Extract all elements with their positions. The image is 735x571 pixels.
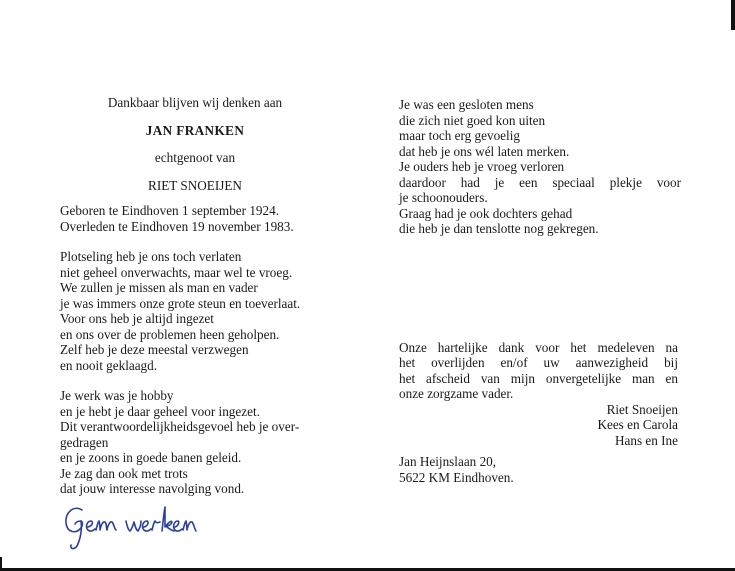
- birth-line: Geboren te Eindhoven 1 september 1924.: [60, 203, 279, 218]
- thanks-line: het overlijden en/of uw aanwezigheid bij: [399, 355, 678, 370]
- poem-line: je schoonouders.: [399, 190, 488, 205]
- thanks-line: onze zorgzame vader.: [399, 386, 514, 401]
- poem-line: en nooit geklaagd.: [60, 357, 158, 373]
- deceased-name: JAN FRANKEN: [145, 122, 245, 138]
- poem-line: Zelf heb je deze meestal verzwegen: [60, 342, 249, 357]
- dates-block: [60, 203, 340, 234]
- poem-line: die zich niet goed kon uiten: [399, 112, 546, 128]
- death-line: Overleden te Eindhoven 19 november 1983.: [60, 218, 294, 234]
- poem-line: Dit verantwoordelijkheidsgevoel heb je over-: [60, 419, 300, 434]
- poem-line: maar toch erg gevoelig: [399, 128, 520, 143]
- poem-line: en je zoons in goede banen geleid.: [60, 450, 242, 465]
- poem-line: gedragen: [60, 434, 109, 450]
- poem-line: niet geheel onverwachts, maar wel te vroeg.: [60, 264, 293, 280]
- signature-line: Hans en Ine: [615, 432, 678, 448]
- poem-line: Voor ons heb je altijd ingezet: [60, 311, 214, 326]
- handwritten-note: [62, 500, 202, 552]
- poem-line: Plotseling heb je ons toch verlaten: [60, 249, 242, 264]
- signature-line: Riet Snoeijen: [606, 401, 678, 417]
- poem-stanza-2: [60, 388, 340, 497]
- address-street: Jan Heijnslaan 20,: [399, 454, 497, 469]
- thanks-block: [399, 340, 678, 402]
- poem-line: Je zag dan ook met trots: [60, 465, 188, 481]
- address-block: [399, 454, 514, 485]
- poem-line: die heb je dan tenslotte nog gekregen.: [399, 221, 599, 236]
- relation-line: echtgenoot van: [154, 150, 236, 165]
- poem-line: en ons over de problemen heen geholpen.: [60, 326, 280, 342]
- left-column: [60, 95, 340, 497]
- right-column: [399, 97, 709, 448]
- poem-line: Graag had je ook dochters gehad: [399, 205, 573, 221]
- poem-line: dat jouw interesse navolging vond.: [60, 481, 245, 496]
- scan-edge-top: [731, 0, 735, 30]
- poem-stanza-1: [60, 249, 340, 373]
- signatures-block: [399, 402, 678, 449]
- poem-line: Je werk was je hobby: [60, 388, 174, 403]
- poem-line: en je hebt je daar geheel voor ingezet.: [60, 403, 260, 419]
- thanks-line: het afscheid van mijn onvergetelijke man en: [399, 370, 678, 386]
- poem-line: Je ouders heb je vroeg verloren: [399, 159, 565, 174]
- poem-line: We zullen je missen als man en vader: [60, 280, 258, 295]
- poem-line: dat heb je ons wél laten merken.: [399, 143, 570, 159]
- thanks-line: Onze hartelijke dank voor het medeleven na: [399, 339, 678, 355]
- poem-line: Je was een gesloten mens: [399, 97, 534, 112]
- poem-line: daardoor had je een speciaal plekje voor: [399, 174, 681, 190]
- address-city: 5622 KM Eindhoven.: [399, 469, 514, 485]
- poem-stanza-3: [399, 97, 681, 237]
- poem-line: je was immers onze grote steun en toeverlaat.: [60, 295, 301, 311]
- spouse-name: RIET SNOEIJEN: [148, 177, 242, 193]
- signature-line: Kees en Carola: [597, 417, 678, 432]
- intro-line: Dankbaar blijven wij denken aan: [107, 95, 283, 110]
